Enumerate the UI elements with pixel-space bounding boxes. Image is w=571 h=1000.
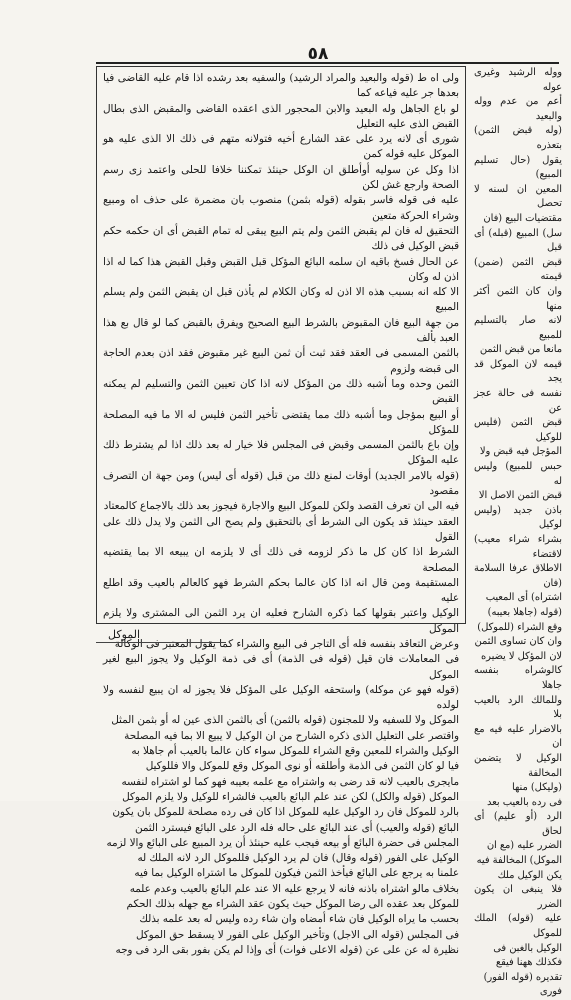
margin-text-line: كالوشراه بنفسه جاهلا	[474, 665, 562, 691]
main-text-line: المجلس فى حضرة البائع أو بيعه فيجب عليه حينئذ أن يرد المبيع على البائع والا لزمه	[106, 836, 459, 849]
main-text-line: الا كله انه بسبب هذه الا اذن له وكان الكلام لم يأذن قبل ان يقبض الثمن ولم يسلم المبيع	[103, 286, 459, 314]
main-text-line: عليه فى قوله فاسر بقوله (قوله بثمن) منصوب بان مضمرة على حذف اه ومبيع وشراء الحركة متعين	[103, 194, 459, 222]
margin-text-line: عليه (قوله) الملك للموكل	[474, 913, 562, 940]
footer-rule	[96, 642, 226, 643]
margin-text-line: تقديره (قوله الفور)	[483, 971, 562, 983]
main-text-line: ولى اه ط (قوله والبعيد والمراد الرشيد) والسفيه بعد رشده اذا قام عليه القاضى فيا بعدها جر عليه فياعه كما	[103, 72, 459, 100]
margin-text-line: اشتراه) أى المعيب	[485, 592, 562, 604]
margin-text-line: قبض الثمن (ضمن) قيمته	[474, 256, 562, 283]
margin-text-line: الضرر عليه (مع ان	[486, 840, 562, 852]
margin-text-line: الاطلاق عرفا السلامة (فان	[474, 563, 562, 589]
margin-text-line: الموكل) المخالفة فيه	[476, 855, 562, 867]
margin-text-line: بالاضرار عليه فيه مع ان	[474, 723, 562, 750]
main-text-line: الوكيل والشراء للمعين وقع الشراء للموكل سواء كان عالما بالعيب أم جاهلا به	[131, 745, 459, 758]
margin-text-line: وان كان تساوى الثمن	[474, 636, 562, 648]
margin-text-line: وللمالك الرد بالعيب بلا	[474, 694, 562, 721]
main-text-line: الثمن وحده وما أشبه ذلك من المؤكل لانه اذا كان تعيين الثمن والتسليم لم يمكنه القبض	[103, 377, 459, 406]
main-text-line: وإن باع بالثمن المسمى وقبض فى المجلس فلا خيار له بعد ذلك اذا لم يشترط ذلك عليه المؤكل	[103, 439, 459, 467]
main-text-line: التحقيق له فان لم يقبض الثمن ولم يتم البيع يبقى له تمام القبض أى ان حكمه حكم قبض الوكيل فى ذلك	[103, 224, 459, 253]
main-text-line: الموكل ولا للسفيه ولا للمجنون (قوله بالثمن) أى بالثمن الذى عين له أو بثمن المثل	[111, 714, 459, 727]
margin-text-line: فلا ينبغى ان يكون الضرر	[474, 884, 562, 910]
main-text-line: بالثمن المسمى فى العقد فقد ثبت أن ثمن البيع غير مقبوض فقد اذن بعدم الحاجة الى قبضه ولزوم	[103, 347, 459, 375]
margin-text-line: الرد (أو عليم) أى لحاق	[474, 811, 562, 837]
header-rule	[96, 62, 559, 64]
margin-text-line: يقول (حال تسليم المبيع)	[474, 154, 562, 181]
main-text-line: نظيرة له عن على عن (قوله الاعلى فوات) أى وإذا لم يكن بفور بقى الرد فى وجه	[115, 943, 459, 956]
main-text-line: مايجرى بالعيب لانه قد رضى به واشتراه مع علمه بعيبه فهو كما لو اشتراه لنفسه	[121, 775, 459, 788]
main-text-line: الشرط اذا كان كل ما ذكر لزومه فى ذلك أى لا يلزمه ان يبيعه الا بما يقتضيه المصلحة	[103, 546, 459, 574]
margin-text-line: الوكيل لا يتضمن المخالفة	[474, 752, 562, 779]
margin-text-line: باذن جديد (وليس لوكيل	[474, 504, 562, 531]
margin-text-line: أعم من عدم ووله والبعيد	[474, 96, 562, 122]
main-text-line: فيا لو كان الثمن فى الذمة وأطلقه أو نوى الموكل وقع للموكل والا فللوكيل	[145, 760, 459, 773]
main-text-line: وعرض التعاقد بنفسه فله أى التاجر فى البيع والشراء كما يقول المعتبر فى الوكالة	[114, 637, 459, 650]
margin-text-line: فورى	[539, 986, 562, 998]
margin-text-line: المعين ان لسنه لا تحصل	[474, 183, 562, 210]
page-number: ٥٨	[307, 44, 329, 64]
main-text-line: بالرد للموكل فان رد الوكيل عليه للموكل اذا كان فى رده مصلحة للموكل بان يكون	[112, 806, 459, 819]
main-text-line: فى المعاملات فان قيل (قوله فى الذمة) أى فى ذمة الوكيل ولا يجوز البيع لغير الموكل	[103, 653, 459, 681]
margin-text-line: قبض الثمن الاصل الا	[478, 490, 562, 502]
margin-text-line: (وليكل) منها	[512, 782, 562, 794]
main-text-column	[96, 66, 466, 956]
margin-text-line: (وله قبض الثمن) بتعذره	[474, 125, 562, 151]
margin-text-line: فكذلك ههنا فيقع	[495, 957, 562, 969]
main-text-line: (قوله فهو عن موكله) واستحقه الوكيل على المؤكل فلا يجوز له ان يبيع لنفسه ولا لولده	[103, 683, 459, 712]
margin-text-line: (قوله (جاهلا بعيبه)	[487, 606, 562, 618]
main-text-line: بخلاف مالو اشتراه باذنه فانه لا يرجع عليه الا عند علم البائع بالعيب وعدم علمه	[129, 882, 459, 895]
main-text-line: اذا وكل عن سوليه أوأطلق ان الوكل حينئذ تمكننا خلافا للحلى واعتمد زى رسم الصحة وارجع غش لكن	[103, 163, 459, 192]
main-text-line: الوكيل واعتبر بقولها كما ذكره الشارح فعليه ان يرد الثمن الى المشترى ولا يلزم الموكل	[103, 607, 459, 635]
margin-text-line: قيمه لان الموكل قد يجد	[474, 358, 562, 385]
main-text-line: لو باع الجاهل وله البعيد والابن المحجور الذى اعقده القاضى والمقبض الذى بطال القبض الذى عليه التعليل	[103, 102, 459, 130]
main-text-line: (قوله بالامر الجديد) أوقات لمنع ذلك من قبل (قوله أى ليس) ومن جهة ان التصرف مقصود	[103, 469, 459, 498]
main-text-line: أو البيع بمؤجل وما أشبه ذلك مما يقتضى تأخير الثمن فليس له الا ما فيه المصلحة للمؤكل	[103, 408, 459, 436]
margin-text-line: يكن الوكيل ملك	[497, 869, 562, 881]
margin-text-line: بشراء شراء معيب) لاقتضاء	[474, 534, 562, 560]
main-text-line: العقد حينئذ قد يكون الى الشرط أى بالتحقيق ولم يصح الى الثمن ولا يدل ذلك على القول	[103, 515, 459, 543]
main-text-line: المستقيمة ومن قال انه اذا كان عالما بحكم الشرط فهو كالعالم بالعيب وقد اطلع عليه	[103, 576, 459, 605]
main-text-line: واقتصر على التعليل الذى ذكره الشارح من ان الوكيل لا يبيع الا بما فيه المصلحة	[124, 729, 459, 742]
margin-text-line: الوكيل بالغبن فى	[493, 942, 562, 954]
margin-text-line: نفسه فى حالة عجز عن	[474, 388, 562, 414]
margin-text-line: فى رده بالعيب بعد	[486, 796, 562, 808]
margin-text-line: وان كان الثمن أكثر منها	[474, 285, 562, 312]
margin-text-column	[474, 66, 562, 998]
margin-text-line: لان المؤكل لا يضيره	[481, 650, 562, 662]
margin-text-line: المؤجل فيه قبض ولا	[479, 446, 562, 458]
catchword: الموكل	[108, 628, 141, 641]
margin-text-line: لانه صار بالتسليم للمبيع	[474, 315, 562, 341]
main-text-line: فى المجلس (قوله الى الاجل) وتأخير الوكيل على الفور لا يسقط حق الموكل	[135, 928, 459, 941]
main-text-line: الوكيل على الفور (قوله وقال) فان لم يرد الوكيل فللموكل الرد لانه الملك له	[137, 852, 459, 865]
margin-text-line: مانعا من قبض الثمن	[479, 344, 562, 356]
margin-text-line: وقع الشراء (للموكل)	[477, 621, 562, 633]
main-text-line: فيه الى ان تعرف القصد ولكن للموكل البيع والاجارة فيجوز بعد ذلك بالاجماع كالمعتاد	[103, 500, 459, 513]
main-text-line: للموكل بعد عقده الى رضا الموكل حيث يكون عقد الشراء مع جهله بذلك الحكم	[126, 898, 459, 911]
main-text-line: من جهة البيع فان المقبوض بالشرط البيع الصحيح ويفرق بالقبض كما لو قال بع هذا العبد بألف	[103, 316, 459, 345]
main-text-line: علمنا به يرجع على البائع فيأخذ الثمن فيكون للموكل ما اشتراه الوكيل بما فيه	[134, 867, 459, 880]
main-text-line: عن الحال فسخ باقيه ان سلمه البائع المؤكل قبل القبض وقبل القبض هذا كما له اذا اذن له وكان	[103, 255, 459, 283]
margin-text-line: مقتضيات البيع (فان	[483, 212, 562, 224]
main-text-line: البائع (قوله والعيب) أى عند البائع على حاله فله الرد على البائع فيسترد الثمن	[134, 821, 459, 834]
main-text-line: الموكل (قوله والكل) لكن عند علم البائع بالعيب فالشراء للوكيل ولا يلزم الموكل	[122, 790, 459, 803]
margin-text-line: ووله الرشيد وغيرى عوله	[474, 67, 562, 93]
main-text-line: شورى أى لانه يرد على عقد الشارع أخيه فتولانه متهم فى ذلك الا الذى عليه هو الموكل عليه قوله كمن	[103, 133, 459, 161]
main-text-line: بحسب ما يراه الوكيل فان شاء أمضاه وان شاء رده وليس له بعد علمه بذلك	[139, 913, 459, 926]
margin-text-line: حبس للمبيع) وليس له	[474, 461, 562, 487]
margin-text-line: قبض الثمن (فليس للوكيل	[474, 417, 562, 443]
margin-text-line: سل) المبيع (قبله) أى قبل	[474, 227, 562, 254]
